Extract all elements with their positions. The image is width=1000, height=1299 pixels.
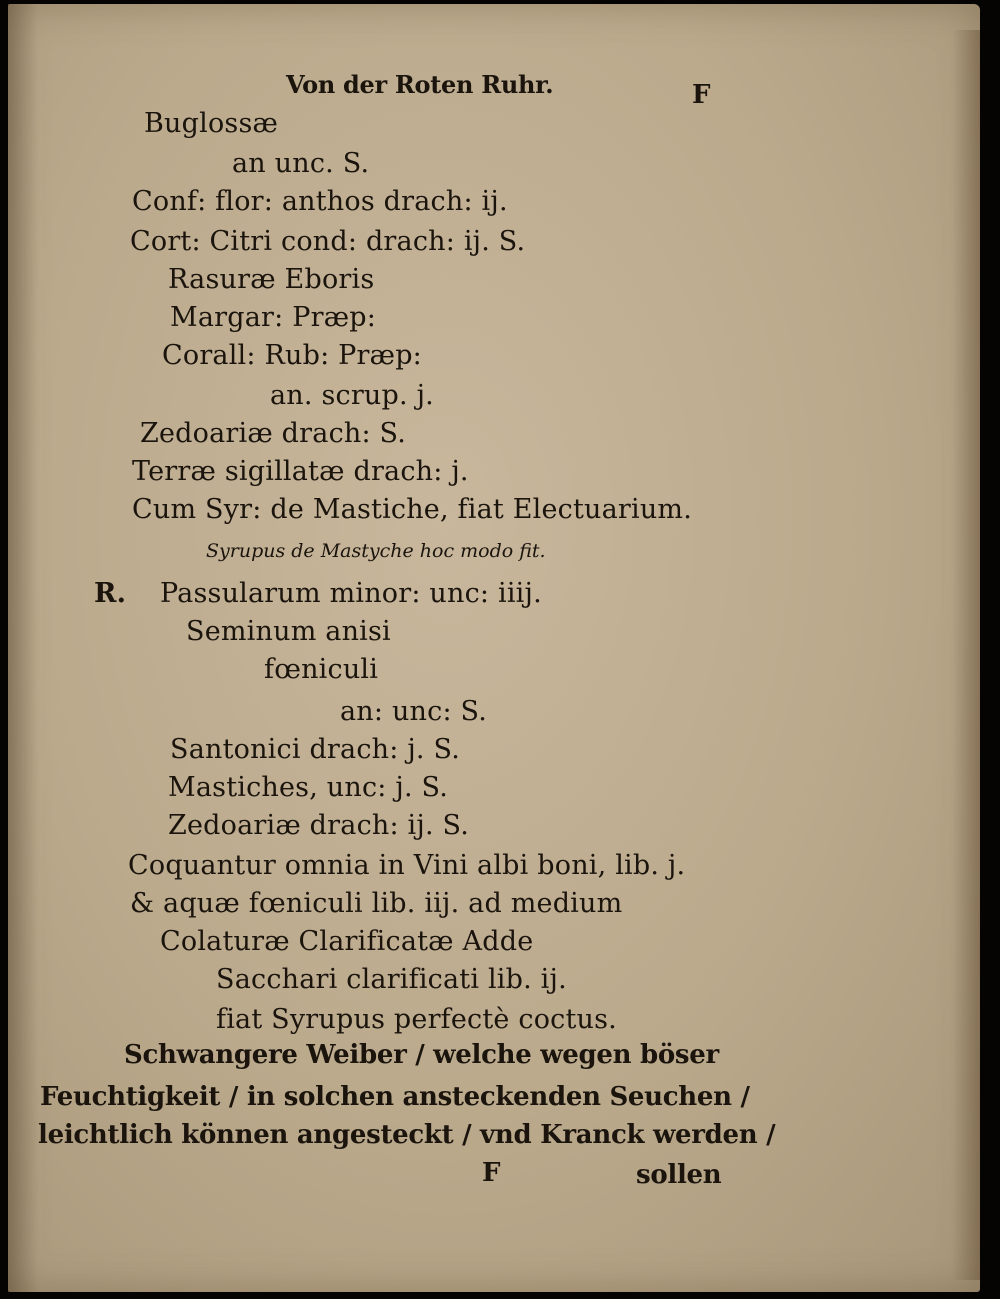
text-line: an. scrup. j. bbox=[270, 380, 434, 411]
text-line: an: unc: S. bbox=[340, 696, 488, 727]
german-text-line: leichtlich können angesteckt / vnd Kranck werden / bbox=[38, 1120, 776, 1150]
text-line: Buglossæ bbox=[144, 108, 279, 139]
text-line: fiat Syrupus perfectè coctus. bbox=[216, 1004, 617, 1035]
text-line: Corall: Rub: Præp: bbox=[162, 340, 422, 371]
text-line: & aquæ fœniculi lib. iij. ad medium bbox=[130, 888, 623, 919]
text-line: fœniculi bbox=[264, 654, 379, 685]
text-line: Sacchari clarificati lib. ij. bbox=[216, 964, 567, 995]
syrup-heading: Syrupus de Mastyche hoc modo fit. bbox=[206, 540, 546, 562]
text-line: Conf: flor: anthos drach: ij. bbox=[132, 186, 508, 217]
german-text-line: Schwangere Weiber / welche wegen böser bbox=[124, 1040, 719, 1070]
signature-mark: F bbox=[482, 1158, 501, 1188]
text-line: Seminum anisi bbox=[186, 616, 391, 647]
text-line: Margar: Præp: bbox=[170, 302, 377, 333]
text-line: Zedoariæ drach: S. bbox=[140, 418, 407, 449]
german-text-line: Feuchtigkeit / in solchen ansteckenden Seuchen / bbox=[40, 1082, 750, 1112]
text-line: Cum Syr: de Mastiche, fiat Electuarium. bbox=[132, 494, 693, 525]
recipe-mark: R. bbox=[94, 578, 127, 609]
text-line: Passularum minor: unc: iiij. bbox=[160, 578, 542, 609]
running-title: Von der Roten Ruhr. bbox=[286, 70, 554, 99]
text-line: Zedoariæ drach: ij. S. bbox=[168, 810, 470, 841]
text-line: Mastiches, unc: j. S. bbox=[168, 772, 449, 803]
text-line: an unc. S. bbox=[232, 148, 370, 179]
catchword: sollen bbox=[636, 1160, 722, 1190]
text-line: Santonici drach: j. S. bbox=[170, 734, 460, 765]
signature-mark-top: F bbox=[692, 80, 711, 110]
text-line: Rasuræ Eboris bbox=[168, 264, 375, 295]
text-line: Terræ sigillatæ drach: j. bbox=[132, 456, 469, 487]
text-line: Coquantur omnia in Vini albi boni, lib. j. bbox=[128, 850, 686, 881]
text-line: Cort: Citri cond: drach: ij. S. bbox=[130, 226, 526, 257]
text-line: Colaturæ Clarificatæ Adde bbox=[160, 926, 534, 957]
